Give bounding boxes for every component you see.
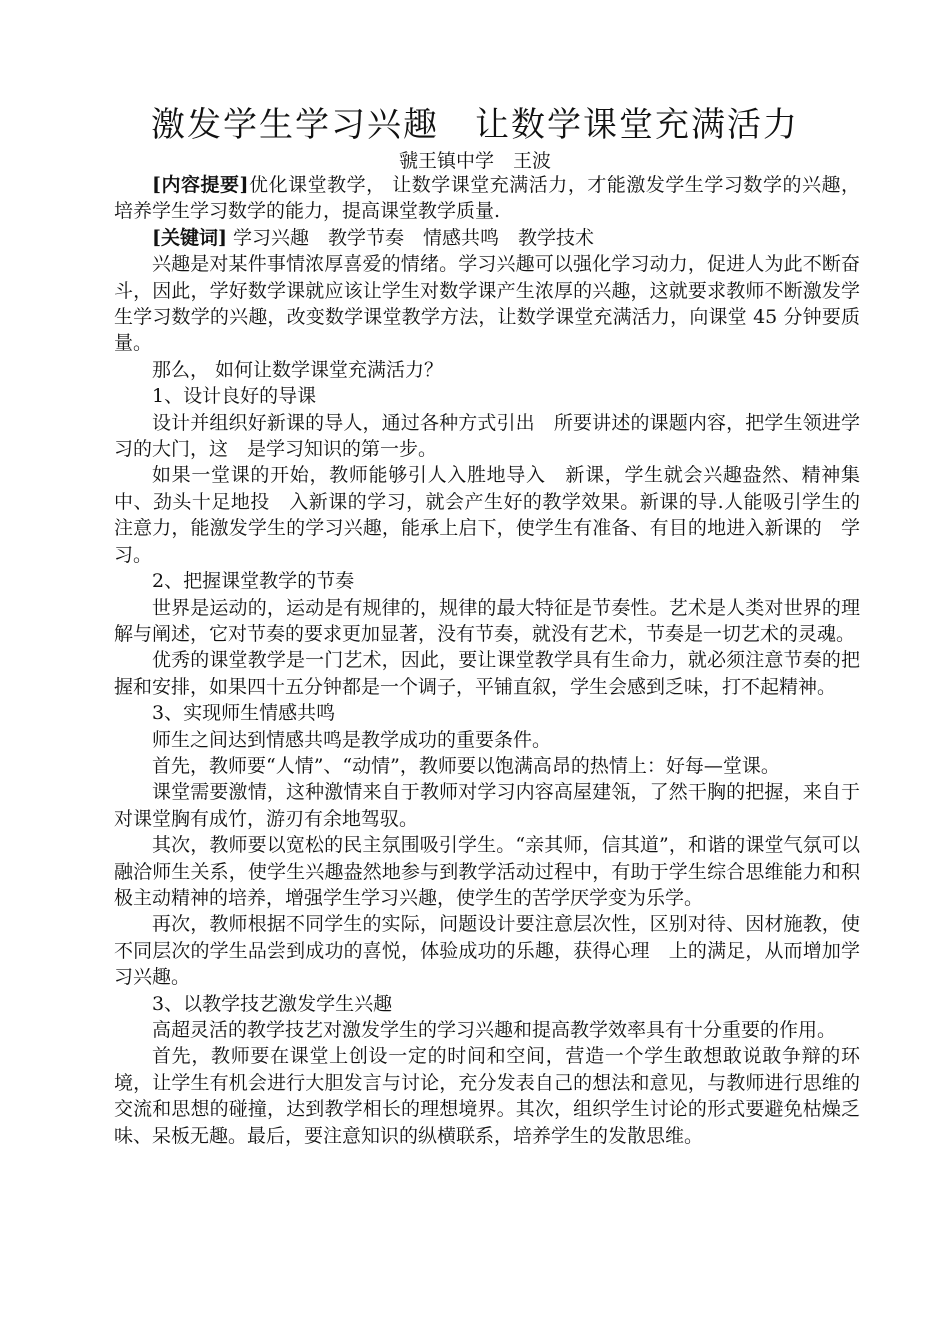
- body-paragraph: 如果一堂课的开始，教师能够引人入胜地导入 新课，学生就会兴趣盎然、精神集中、劲头十足地投 入新课的学习，就会产生好的教学效果。新课的导.人能吸引学生的注意力，能激发学生的学习兴趣，能承上启下，使学生有准备、有目的地进入新课的 学习。: [114, 464, 860, 566]
- body-paragraph: 首先，教师要“人情”、“动情”，教师要以饱满高昂的热情上：好每—堂课。: [152, 754, 780, 777]
- article-body: [114, 172, 860, 1149]
- article-title: 激发学生学习兴趣 让数学课堂充满活力: [151, 105, 799, 145]
- keywords-text: 学习兴趣 教学节奏 情感共鸣 教学技术: [226, 226, 595, 249]
- body-paragraph: 世界是运动的，运动是有规律的，规律的最大特征是节奏性。艺术是人类对世界的理解与阐述，它对节奏的要求更加显著，没有节奏，就没有艺术，节奏是一切艺术的灵魂。: [114, 596, 860, 645]
- section-heading: 3、以教学技艺激发学生兴趣: [152, 992, 393, 1015]
- body-paragraph: 优秀的课堂教学是一门艺术，因此，要让课堂教学具有生命力，就必须注意节奏的把握和安排，如果四十五分钟都是一个调子，平铺直叙，学生会感到乏味，打不起精神。: [114, 649, 860, 698]
- abstract-paragraph: [114, 172, 860, 225]
- section-heading: 2、把握课堂教学的节奏: [152, 570, 355, 593]
- body-paragraph: 高超灵活的教学技艺对激发学生的学习兴趣和提高教学效率具有十分重要的作用。: [152, 1019, 837, 1041]
- body-paragraph: 首先，教师要在课堂上创设一定的时间和空间，营造一个学生敢想敢说敢争辩的环境，让学生有机会进行大胆发言与讨论，充分发表自己的想法和意见，与教师进行思维的交流和思想的碰撞，达到教学相长的理想境界。其次，组织学生讨论的形式要避免枯燥乏味、呆板无趣。最后，要注意知识的纵横联系，培养学生的发散思维。: [114, 1045, 860, 1147]
- keywords-label: [关键词]: [152, 226, 227, 249]
- body-paragraph: 课堂需要激情，这种激情来自于教师对学习内容高屋建瓴，了然干胸的把握，来自于对课堂胸有成竹，游刃有余地驾驭。: [114, 781, 860, 830]
- body-paragraph: 那么， 如何让数学课堂充满活力？: [152, 358, 444, 381]
- abstract-label: [内容提要]: [152, 174, 249, 196]
- body-paragraph: 师生之间达到情感共鸣是教学成功的重要条件。: [152, 728, 552, 751]
- section-heading: 3、实现师生情感共鸣: [152, 702, 336, 725]
- body-paragraph: 兴趣是对某件事情浓厚喜爱的情绪。学习兴趣可以强化学习动力，促进人为此不断奋斗，因此，学好数学课就应该让学生对数学课产生浓厚的兴趣，这就要求教师不断激发学生学习数学的兴趣，改变数学课堂教学方法，让数学课堂充满活力，向课堂 45 分钟要质量。: [114, 253, 860, 355]
- body-paragraph: 再次，教师根据不同学生的实际，问题设计要注意层次性，区别对待、因材施教，使不同层次的学生品尝到成功的喜悦，体验成功的乐趣，获得心理 上的满足，从而增加学习兴趣。: [114, 913, 860, 989]
- keywords-paragraph: [114, 225, 860, 251]
- body-paragraph: 设计并组织好新课的导人，通过各种方式引出 所要讲述的课题内容，把学生领进学习的大门，这 是学习知识的第一步。: [114, 411, 860, 461]
- body-paragraph: 其次，教师要以宽松的民主氛围吸引学生。“亲其师，信其道”，和谐的课堂气氛可以融洽师生关系，使学生兴趣盎然地参与到教学活动过程中，有助于学生综合思维能力和积极主动精神的培养，增强学生学习兴趣，使学生的苦学厌学变为乐学。: [114, 834, 860, 909]
- section-heading: 1、设计良好的导课: [152, 385, 317, 408]
- author-line: 虢王镇中学 王波: [398, 150, 551, 172]
- abstract-text: 优化课堂教学， 让数学课堂充满活力，才能激发学生学习数学的兴趣，培养学生学习数学的能力，提高课堂教学质量.: [114, 174, 860, 223]
